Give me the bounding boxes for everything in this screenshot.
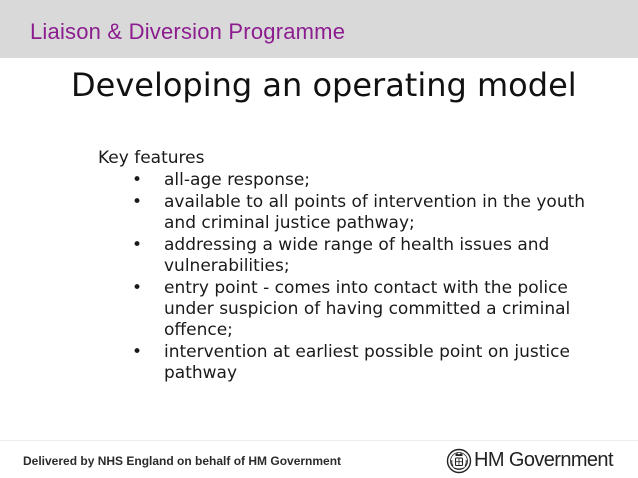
programme-title: Liaison & Diversion Programme [30, 19, 346, 44]
feature-text: available to all points of intervention in the youth and criminal justice pathway; [164, 192, 586, 233]
feature-list [98, 170, 598, 384]
feature-text: addressing a wide range of health issues and vulnerabilities; [164, 235, 550, 276]
bullet-icon: • [132, 170, 143, 190]
slide-content [98, 148, 598, 385]
feature-item [98, 278, 598, 341]
feature-item [98, 192, 598, 234]
feature-text: entry point - comes into contact with the police under suspicion of having committed a criminal offence; [164, 278, 571, 340]
feature-item [98, 170, 598, 191]
royal-crest-icon [446, 448, 472, 474]
bullet-icon: • [132, 278, 143, 298]
slide-title: Developing an operating model [71, 66, 577, 104]
feature-item [98, 235, 598, 277]
bullet-icon: • [132, 192, 143, 212]
feature-item [98, 342, 598, 384]
key-features-heading: Key features [98, 148, 205, 168]
footer [0, 440, 638, 478]
bullet-icon: • [132, 342, 143, 362]
delivered-by-text: Delivered by NHS England on behalf of HM Government [23, 454, 342, 468]
bullet-icon: • [132, 235, 143, 255]
header-band [0, 0, 638, 58]
feature-text: intervention at earliest possible point on justice pathway [164, 342, 570, 383]
feature-text: all-age response; [164, 170, 311, 190]
hm-government-logo: HM Government [474, 449, 613, 471]
